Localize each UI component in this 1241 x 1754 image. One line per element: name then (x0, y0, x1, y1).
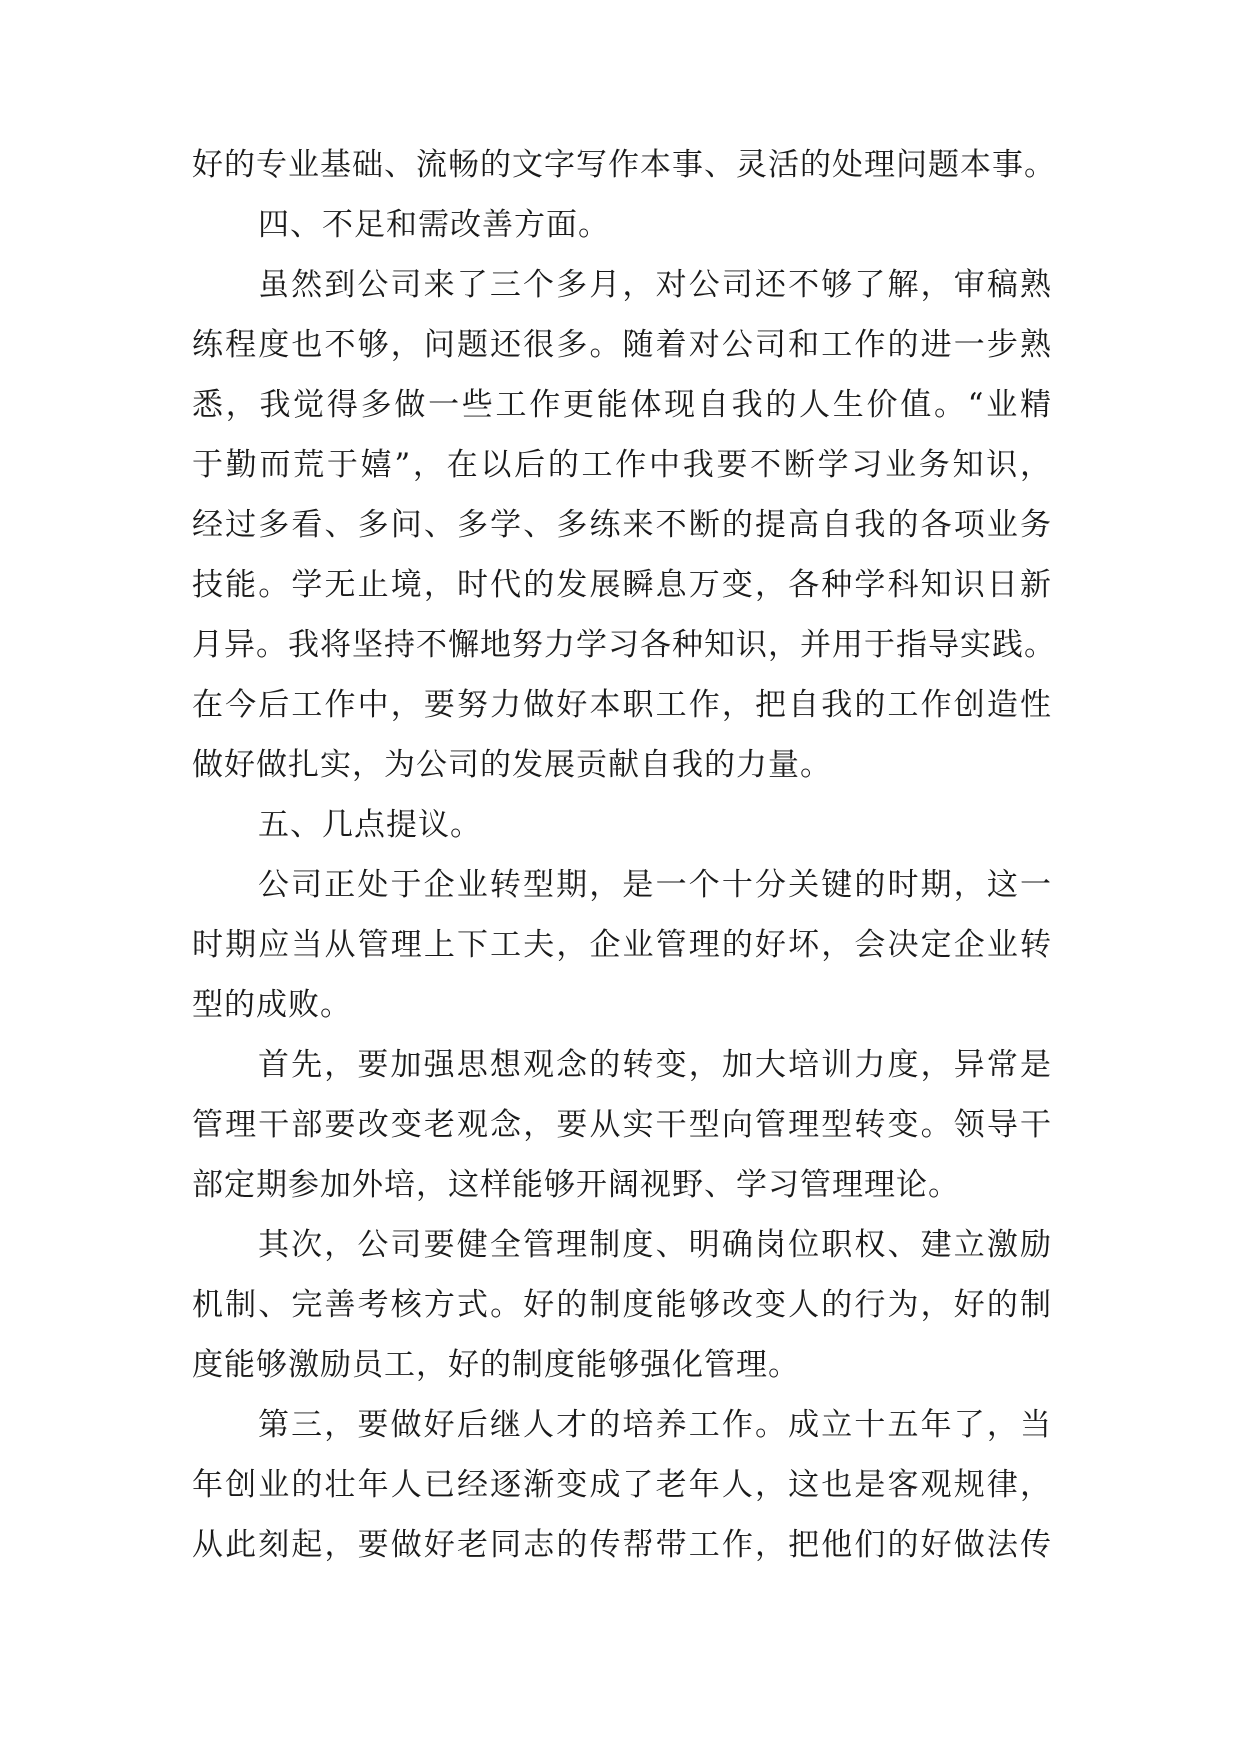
section-heading: 四、不足和需改善方面。 (258, 207, 610, 243)
body-line: 管理干部要改变老观念，要从实干型向管理型转变。领导干 (192, 1107, 1052, 1143)
body-line: 其次，公司要健全管理制度、明确岗位职权、建立激励 (258, 1227, 1052, 1263)
body-line: 机制、完善考核方式。好的制度能够改变人的行为，好的制 (192, 1287, 1052, 1323)
body-line: 第三，要做好后继人才的培养工作。成立十五年了，当 (258, 1407, 1052, 1443)
body-line: 部定期参加外培，这样能够开阔视野、学习管理理论。 (192, 1167, 960, 1203)
body-line: 悉，我觉得多做一些工作更能体现自我的人生价值。“业精 (192, 387, 1052, 423)
body-line: 在今后工作中，要努力做好本职工作，把自我的工作创造性 (192, 687, 1052, 723)
body-line: 年创业的壮年人已经逐渐变成了老年人，这也是客观规律， (192, 1467, 1052, 1503)
body-line: 虽然到公司来了三个多月，对公司还不够了解，审稿熟 (258, 267, 1052, 303)
body-line: 月异。我将坚持不懈地努力学习各种知识，并用于指导实践。 (192, 627, 1056, 663)
body-line: 于勤而荒于嬉”，在以后的工作中我要不断学习业务知识， (192, 447, 1052, 483)
body-line: 度能够激励员工，好的制度能够强化管理。 (192, 1347, 800, 1383)
body-line: 型的成败。 (192, 987, 352, 1023)
body-line: 经过多看、多问、多学、多练来不断的提高自我的各项业务 (192, 507, 1052, 543)
body-line: 首先，要加强思想观念的转变，加大培训力度，异常是 (258, 1047, 1052, 1083)
body-line: 时期应当从管理上下工夫，企业管理的好坏，会决定企业转 (192, 927, 1052, 963)
body-line: 好的专业基础、流畅的文字写作本事、灵活的处理问题本事。 (192, 147, 1056, 183)
body-line: 公司正处于企业转型期，是一个十分关键的时期，这一 (258, 867, 1052, 903)
section-heading: 五、几点提议。 (258, 807, 482, 843)
body-line: 从此刻起，要做好老同志的传帮带工作，把他们的好做法传 (192, 1527, 1052, 1563)
body-line: 做好做扎实，为公司的发展贡献自我的力量。 (192, 747, 832, 783)
body-line: 练程度也不够，问题还很多。随着对公司和工作的进一步熟 (192, 327, 1052, 363)
body-line: 技能。学无止境，时代的发展瞬息万变，各种学科知识日新 (192, 567, 1052, 603)
